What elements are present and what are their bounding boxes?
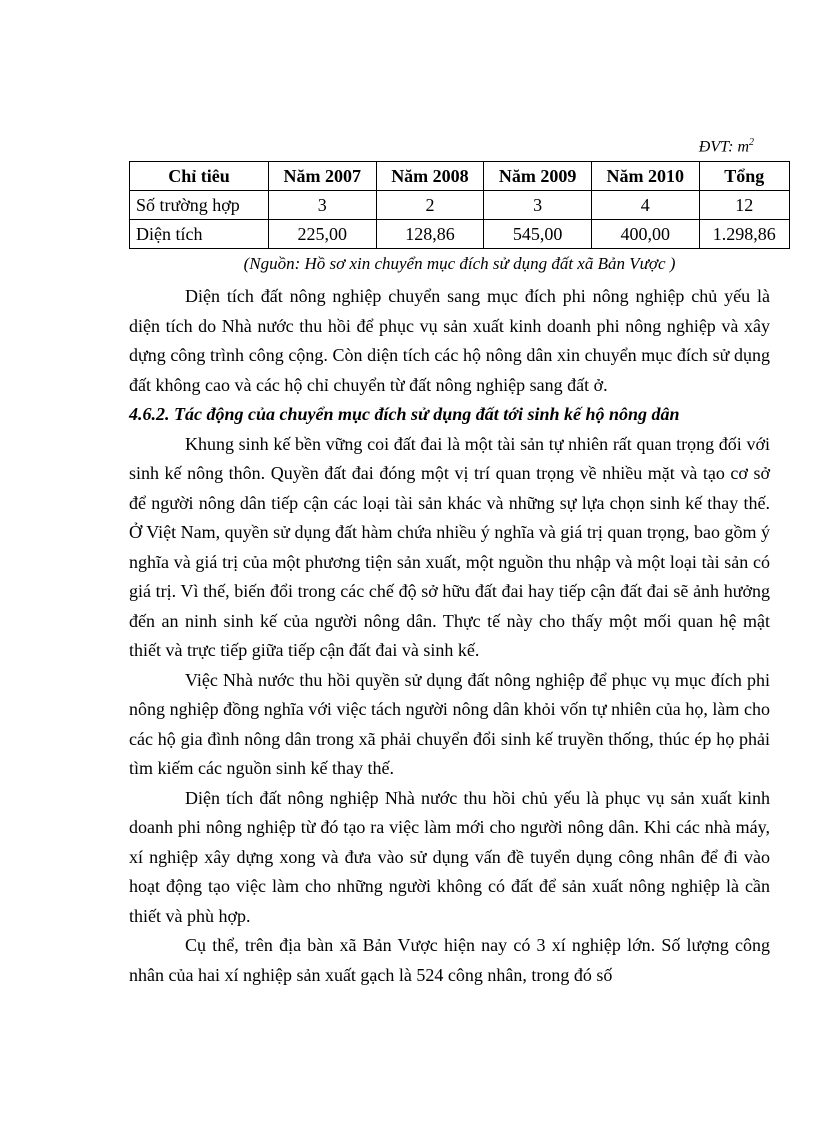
table-cell: 545,00 <box>484 220 592 249</box>
unit-note-text: ĐVT: m <box>698 138 749 156</box>
table-cell: 3 <box>268 191 376 220</box>
body-text <box>129 282 770 990</box>
table-cell: 400,00 <box>591 220 699 249</box>
header-2008: Năm 2008 <box>376 162 484 191</box>
row-label: Số trường hợp <box>130 191 269 220</box>
header-2009: Năm 2009 <box>484 162 592 191</box>
table-cell: 4 <box>591 191 699 220</box>
unit-superscript: 2 <box>749 137 754 148</box>
table-cell: 2 <box>376 191 484 220</box>
paragraph: Diện tích đất nông nghiệp chuyển sang mục đích phi nông nghiệp chủ yếu là diện tích do Nhà nước thu hồi để phục vụ sản xuất kinh doanh phi nông nghiệp và xây dựng công trình công cộng. Còn diện tích các hộ nông dân xin chuyển mục đích sử dụng đất không cao và các hộ chỉ chuyển từ đất nông nghiệp sang đất ở. <box>129 286 770 395</box>
header-total: Tổng <box>699 162 789 191</box>
table-header-row <box>130 162 790 191</box>
unit-note <box>699 137 754 156</box>
paragraph: Việc Nhà nước thu hồi quyền sử dụng đất nông nghiệp để phục vụ mục đích phi nông nghiệp đồng nghĩa với việc tách người nông dân khỏi vốn tự nhiên của họ, làm cho các hộ gia đình nông dân trong xã phải chuyển đổi sinh kế truyền thống, thúc ép họ phải tìm kiếm các nguồn sinh kế thay thế. <box>129 669 770 778</box>
table-row <box>130 220 790 249</box>
table-cell: 3 <box>484 191 592 220</box>
table-source-caption: (Nguồn: Hồ sơ xin chuyển mục đích sử dụng đất xã Bản Vược ) <box>243 254 676 273</box>
row-label: Diện tích <box>130 220 269 249</box>
section-heading: 4.6.2. Tác động của chuyển mục đích sử dụng đất tới sinh kế hộ nông dân <box>129 404 680 424</box>
table-cell: 1.298,86 <box>699 220 789 249</box>
paragraph: Diện tích đất nông nghiệp Nhà nước thu hồi chủ yếu là phục vụ sản xuất kinh doanh phi nông nghiệp từ đó tạo ra việc làm mới cho người nông dân. Khi các nhà máy, xí nghiệp xây dựng xong và đưa vào sử dụng vấn đề tuyển dụng công nhân để đi vào hoạt động tạo việc làm cho những người không có đất để sản xuất nông nghiệp là cần thiết và phù hợp. <box>129 787 770 926</box>
table-cell: 225,00 <box>268 220 376 249</box>
table-row <box>130 191 790 220</box>
header-2010: Năm 2010 <box>591 162 699 191</box>
header-2007: Năm 2007 <box>268 162 376 191</box>
table-cell: 12 <box>699 191 789 220</box>
table-cell: 128,86 <box>376 220 484 249</box>
land-conversion-table <box>129 161 790 249</box>
header-indicator: Chỉ tiêu <box>130 162 269 191</box>
paragraph: Cụ thể, trên địa bàn xã Bản Vược hiện nay có 3 xí nghiệp lớn. Số lượng công nhân của hai xí nghiệp sản xuất gạch là 524 công nhân, trong đó số <box>129 935 770 985</box>
paragraph: Khung sinh kế bền vững coi đất đai là một tài sản tự nhiên rất quan trọng đối với sinh kế nông thôn. Quyền đất đai đóng một vị trí quan trọng về nhiều mặt và tạo cơ sở để người nông dân tiếp cận các loại tài sản khác và những sự lựa chọn sinh kế thay thế. Ở Việt Nam, quyền sử dụng đất hàm chứa nhiều ý nghĩa và giá trị quan trọng, bao gồm ý nghĩa và giá trị của một phương tiện sản xuất, một nguồn thu nhập và một loại tài sản có giá trị. Vì thế, biến đổi trong các chế độ sở hữu đất đai hay tiếp cận đất đai sẽ ảnh hưởng đến an ninh sinh kế của người nông dân. Thực tế này cho thấy một mối quan hệ mật thiết và trực tiếp giữa tiếp cận đất đai và sinh kế. <box>129 433 770 660</box>
